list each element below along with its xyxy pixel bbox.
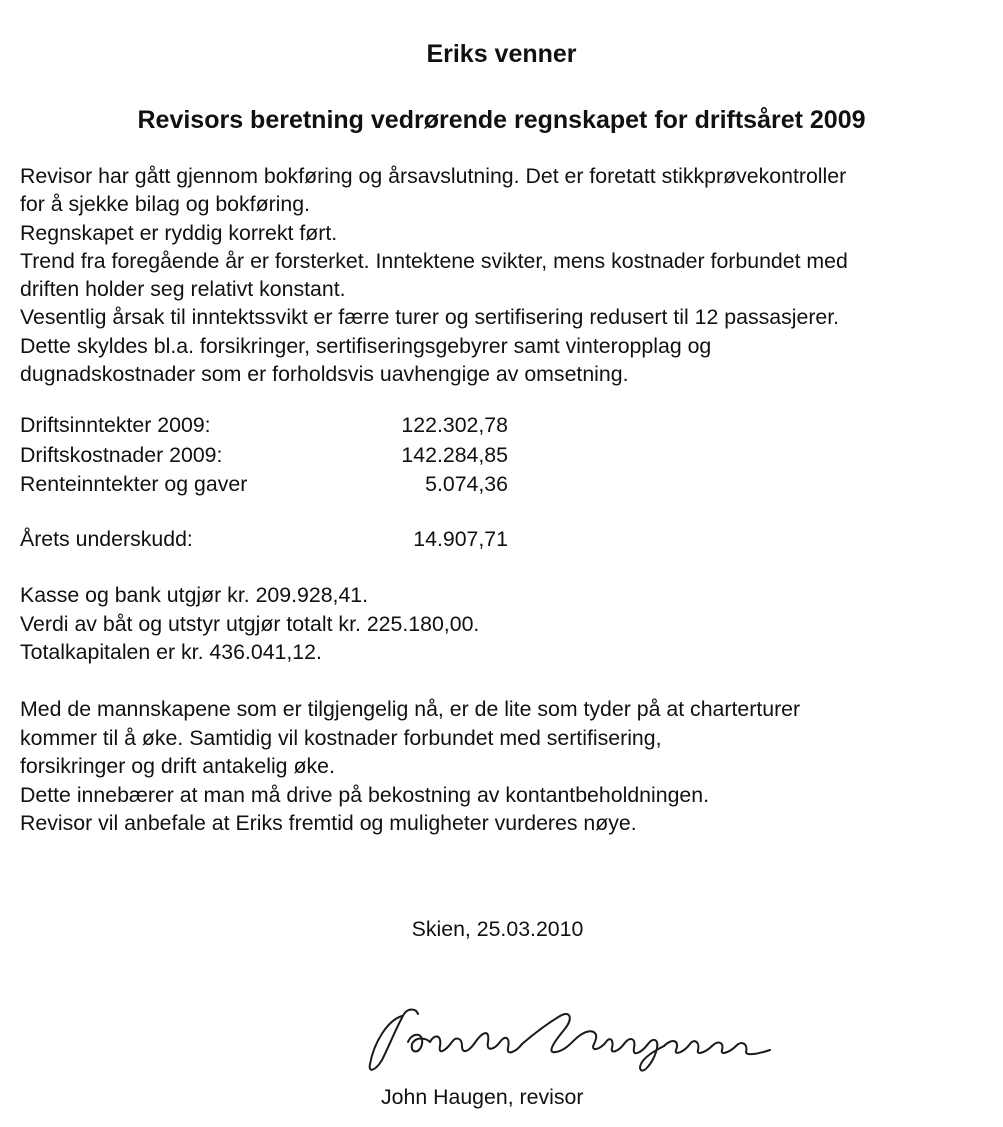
- financial-label: Driftsinntekter 2009:: [20, 413, 211, 437]
- result-value: 14.907,71: [413, 527, 508, 551]
- capital-summary: [20, 581, 479, 667]
- intro-line: Dette skyldes bl.a. forsikringer, sertifiseringsgebyrer samt vinteropplag og: [20, 333, 712, 358]
- intro-line: driften holder seg relativt konstant.: [20, 277, 346, 302]
- financial-value: 122.302,78: [401, 413, 508, 437]
- intro-paragraph: [20, 162, 985, 388]
- conclusion-line: Revisor vil anbefale at Eriks fremtid og muligheter vurderes nøye.: [20, 811, 637, 835]
- intro-line: for å sjekke bilag og bokføring.: [20, 192, 311, 217]
- capital-line: Totalkapitalen er kr. 436.041,12.: [20, 640, 322, 664]
- conclusion-paragraph: [20, 695, 800, 838]
- result-label: Årets underskudd:: [20, 527, 193, 551]
- handwritten-signature: [360, 1002, 780, 1082]
- conclusion-line: Dette innebærer at man må drive på bekostning av kontantbeholdningen.: [20, 782, 710, 807]
- signatory-name: John Haugen, revisor: [381, 1085, 584, 1109]
- conclusion-line: kommer til å øke. Samtidig vil kostnader forbundet med sertifisering,: [20, 725, 662, 750]
- conclusion-line: Med de mannskapene som er tilgjengelig nå, er de lite som tyder på at charterturer: [20, 697, 801, 721]
- intro-line: Regnskapet er ryddig korrekt ført.: [20, 220, 338, 245]
- capital-line: Verdi av båt og utstyr utgjør totalt kr. 225.180,00.: [20, 611, 480, 636]
- intro-line: Revisor har gått gjennom bokføring og årsavslutning. Det er foretatt stikkprøvekontroller: [20, 164, 847, 188]
- organization-title: Eriks venner: [426, 40, 577, 68]
- financial-value: 142.284,85: [401, 442, 508, 467]
- intro-line: Trend fra foregående år er forsterket. Inntektene svikter, mens kostnader forbundet med: [20, 248, 848, 273]
- capital-line: Kasse og bank utgjør kr. 209.928,41.: [20, 583, 369, 607]
- financial-label: Driftskostnader 2009:: [20, 442, 223, 467]
- intro-line: Vesentlig årsak til inntektssvikt er færre turer og sertifisering redusert til 12 passasjerer.: [20, 305, 840, 330]
- place-and-date: Skien, 25.03.2010: [411, 917, 584, 941]
- financial-label: Renteinntekter og gaver: [20, 472, 248, 496]
- intro-line: dugnadskostnader som er forholdsvis uavhengige av omsetning.: [20, 362, 629, 387]
- document-title: Revisors beretning vedrørende regnskapet for driftsåret 2009: [137, 106, 866, 134]
- conclusion-line: forsikringer og drift antakelig øke.: [20, 754, 335, 778]
- financial-value: 5.074,36: [425, 472, 508, 496]
